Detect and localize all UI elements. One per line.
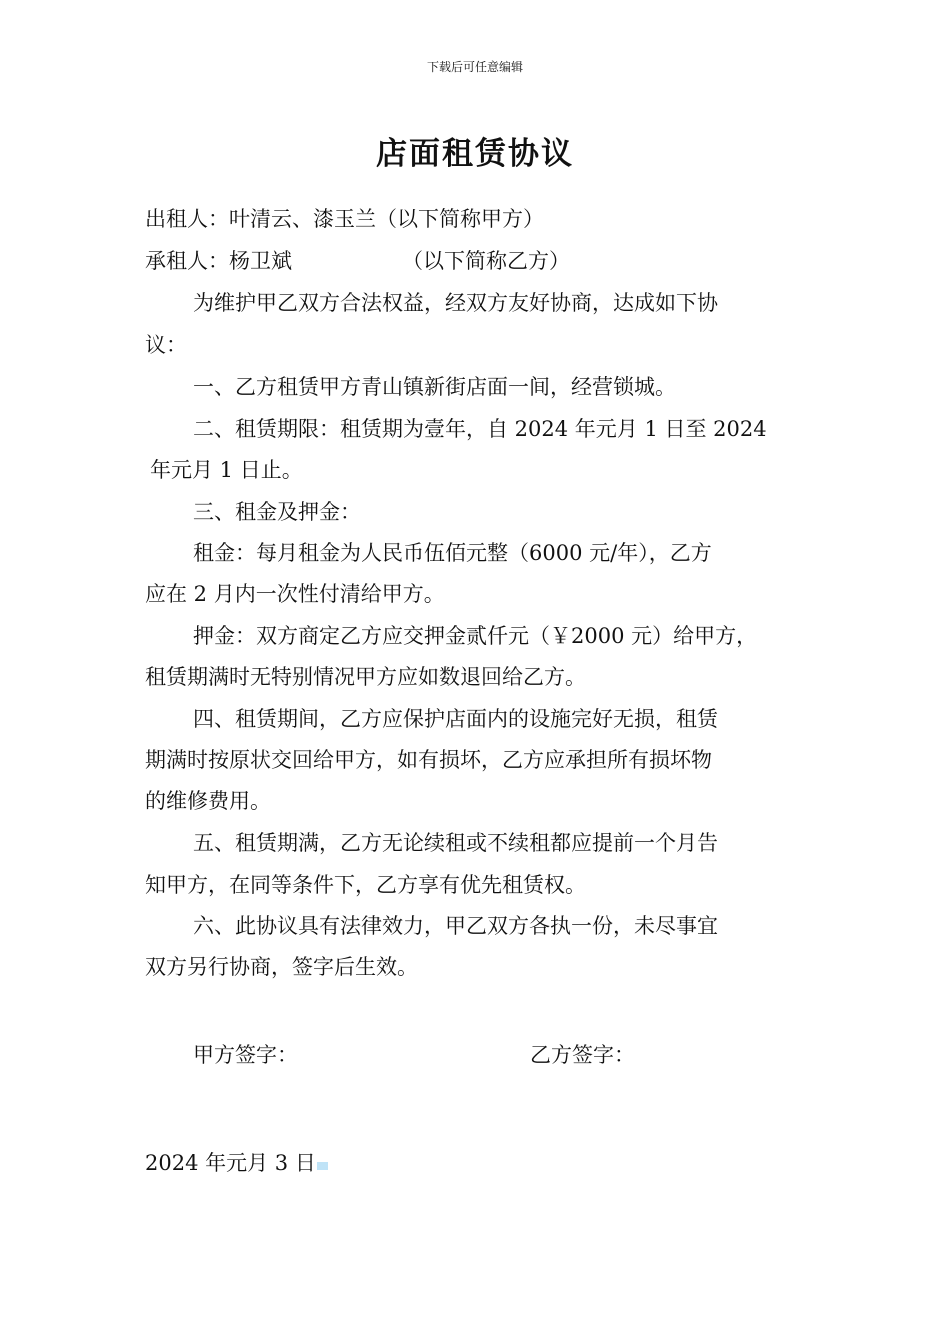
clause-line: 的维修费用。	[145, 789, 271, 813]
clause-line: 三、租金及押金：	[193, 500, 361, 524]
lessee-line	[145, 246, 570, 276]
date-line	[145, 1148, 328, 1178]
lessor-line	[145, 204, 544, 234]
document-title: 店面租赁协议	[376, 136, 574, 172]
party-b-signature-label: 乙方签字：	[530, 1043, 635, 1067]
agreement-date: 2024 年元月 3 日	[145, 1151, 316, 1175]
clause-line: 应在 2 月内一次性付清给甲方。	[145, 582, 445, 606]
clause-line: 双方另行协商，签字后生效。	[145, 955, 418, 979]
clause-line: 期满时按原状交回给甲方，如有损坏，乙方应承担所有损坏物	[145, 748, 712, 772]
text-cursor-mark	[317, 1162, 328, 1170]
header-note: 下载后可任意编辑	[426, 60, 523, 74]
clause-line: 二、租赁期限：租赁期为壹年，自 2024 年元月 1 日至 2024	[193, 417, 767, 441]
clause-line: 押金：双方商定乙方应交押金贰仟元（￥2000 元）给甲方，	[193, 624, 758, 648]
clause-line: 租金：每月租金为人民币伍佰元整（6000 元/年），乙方	[193, 541, 712, 565]
lessee-alias: （以下简称乙方）	[402, 249, 570, 273]
clause-line: 五、租赁期满，乙方无论续租或不续租都应提前一个月告	[193, 831, 718, 855]
lessor-label: 出租人：	[145, 207, 229, 231]
lessee-label: 承租人：	[145, 249, 229, 273]
party-a-signature-label: 甲方签字：	[193, 1043, 298, 1067]
clause-line: 知甲方，在同等条件下，乙方享有优先租赁权。	[145, 873, 586, 897]
clause-line: 议：	[145, 333, 187, 357]
clause-line: 租赁期满时无特别情况甲方应如数退回给乙方。	[145, 665, 586, 689]
lessee-name: 杨卫斌	[229, 249, 292, 273]
clause-line: 一、乙方租赁甲方青山镇新街店面一间，经营锁城。	[193, 375, 676, 399]
clause-line: 六、此协议具有法律效力，甲乙双方各执一份，未尽事宜	[193, 914, 718, 938]
clause-line: 四、租赁期间，乙方应保护店面内的设施完好无损，租赁	[193, 707, 718, 731]
lessor-name: 叶清云、漆玉兰（以下简称甲方）	[229, 207, 544, 231]
clause-line: 年元月 1 日止。	[150, 458, 303, 482]
clause-line: 为维护甲乙双方合法权益，经双方友好协商，达成如下协	[193, 291, 718, 315]
